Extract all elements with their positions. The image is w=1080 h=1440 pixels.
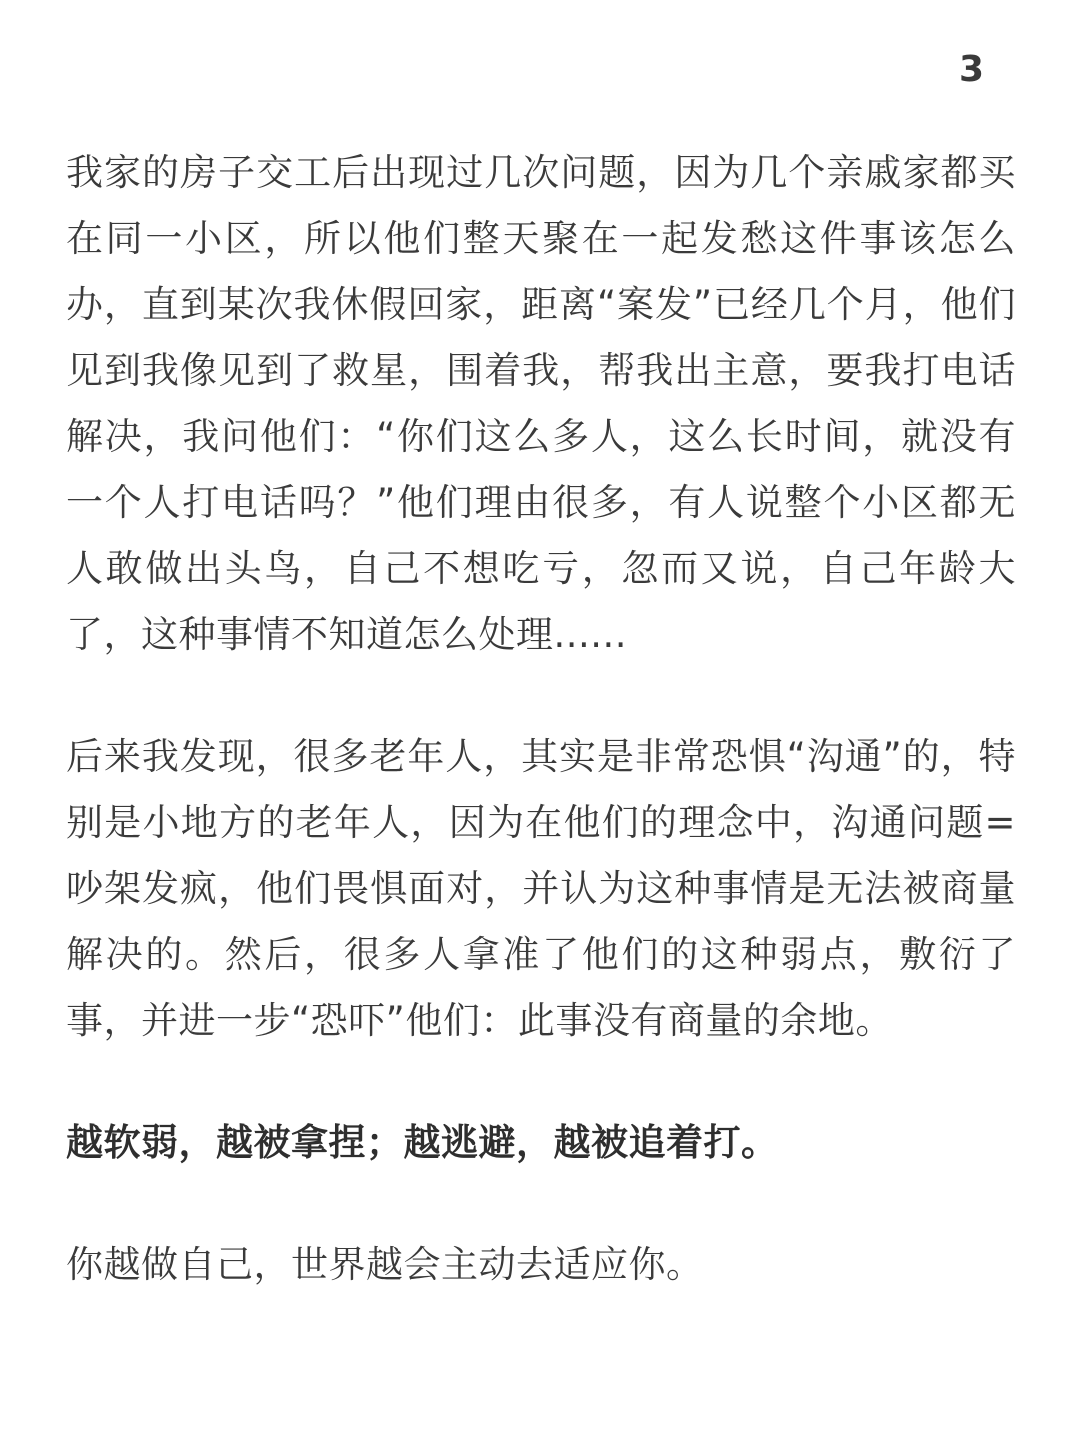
paragraph-observation: 后来我发现，很多老年人，其实是非常恐惧“沟通”的，特别是小地方的老年人，因为在他们的理念中，沟通问题=吵架发疯，他们畏惧面对，并认为这种事情是无法被商量解决的。然后，很多人拿准了他们的这种弱点，敷衍了事，并进一步“恐吓”他们：此事没有商量的余地。 bbox=[66, 735, 1016, 1042]
paragraph-conclusion: 你越做自己，世界越会主动去适应你。 bbox=[66, 1243, 704, 1286]
paragraph-story: 我家的房子交工后出现过几次问题，因为几个亲戚家都买在同一小区，所以他们整天聚在一起发愁这件事该怎么办，直到某次我休假回家，距离“案发”已经几个月，他们见到我像见到了救星，围着我，帮我出主意，要我打电话解决，我问他们：“你们这么多人，这么长时间，就没有一个人打电话吗？”他们理由很多，有人说整个小区都无人敢做出头鸟，自己不想吃亏，忽而又说，自己年龄大了，这种事情不知道怎么处理...... bbox=[66, 151, 1016, 656]
article-body bbox=[66, 140, 1016, 1298]
paragraph-emphasis: 越软弱，越被拿捏；越逃避，越被追着打。 bbox=[66, 1121, 779, 1164]
page-number: 3 bbox=[958, 49, 984, 90]
